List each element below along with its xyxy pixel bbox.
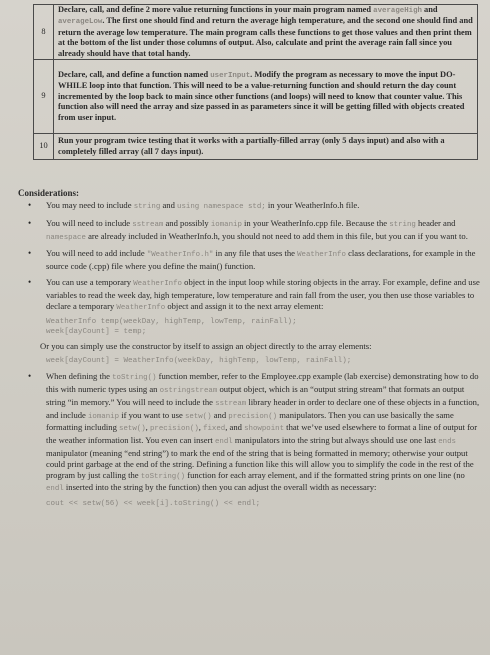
- text-run: in your WeatherInfo.h file.: [265, 200, 360, 210]
- text-run: object in the input loop while storing objects in the array. For example, define and use variables to read the week day, high temperature, low temperature and rain fall from the user, you then use those variables to declare a temporary: [46, 276, 480, 311]
- text-run: manipulators into the string but always should use one last: [232, 435, 439, 446]
- step-number: 10: [34, 134, 54, 160]
- inline-code: WeatherInfo: [133, 279, 182, 288]
- code-line: week[dayCount] = temp;: [46, 328, 147, 337]
- text-run: and: [160, 200, 178, 210]
- text-run: class declarations, for example in the source code (.cpp) file where you define the main() function.: [46, 248, 476, 272]
- inline-code: iomanip: [88, 412, 120, 421]
- code-line: cout << setw(56) << week[i].toString() << endl;: [46, 500, 261, 509]
- inline-code: fixed: [203, 425, 226, 434]
- text-run: library header in order to declare one of these objects in a function, and include: [46, 396, 480, 420]
- text-run: function member, refer to the Employee.cpp example (lab exercise) demonstrating how to do this with numeric types using an: [46, 371, 479, 394]
- consideration-item: [22, 200, 484, 213]
- text-run: ,: [145, 422, 150, 433]
- inline-code: precision(): [228, 412, 278, 421]
- text-run: , and: [225, 422, 245, 433]
- text-run: output object, which is an “output string stream” that formats an output string “in memory.” You will need to include the: [46, 383, 465, 407]
- inline-code: averageHigh: [373, 7, 422, 15]
- step-number: 9: [34, 60, 54, 134]
- text-run: and: [421, 5, 438, 14]
- text-run: object and assign it to the next array element:: [165, 300, 324, 311]
- consideration-text: [46, 277, 484, 313]
- text-run: You can use a temporary: [46, 276, 134, 287]
- text-run: ,: [198, 422, 204, 433]
- inline-code: setw(): [119, 425, 146, 434]
- considerations-heading: Considerations:: [18, 188, 80, 198]
- step-row: [34, 60, 478, 134]
- text-run: You will need to add include: [46, 248, 147, 259]
- code-line: WeatherInfo temp(weekDay, highTemp, lowTemp, rainFall);: [46, 318, 297, 327]
- inline-code: sstream: [132, 220, 164, 229]
- text-run: Declare, call, and define 2 more value returning functions in your main program named: [58, 5, 374, 14]
- text-run: . Modify the program as necessary to move the input DO-WHILE loop into that function. This will need to be a value-returning function and should return the day count incremented by the loop back to main since other functions (and loops) will need to know that counter value. This function also will need the array and size passed in as parameters since it will be getting filled with objects created from user input.: [58, 70, 465, 122]
- inline-code: toString(): [112, 374, 157, 383]
- step-description: [54, 5, 478, 60]
- step-row: [34, 5, 478, 60]
- code-block: [46, 356, 484, 366]
- text-run: if you want to use: [119, 409, 185, 420]
- inline-code: userInput: [210, 72, 251, 81]
- inline-code: string: [389, 220, 416, 229]
- inline-code: showpoint: [244, 425, 285, 434]
- text-run: and possibly: [163, 217, 211, 228]
- inline-code: precision(): [149, 425, 199, 434]
- text-run: You will need to include: [46, 217, 133, 228]
- inline-code: WeatherInfo: [297, 251, 346, 260]
- code-line: week[dayCount] = WeatherInfo(weekDay, highTemp, lowTemp, rainFall);: [46, 357, 352, 366]
- consideration-text: Or you can simply use the constructor by itself to assign an object directly to the array elements:: [40, 341, 372, 352]
- consideration-item: [22, 371, 484, 509]
- consideration-text: [46, 371, 484, 495]
- inline-code: iomanip: [210, 220, 242, 229]
- inline-code: namespace: [46, 233, 86, 242]
- inline-code: "WeatherInfo.h": [146, 251, 214, 260]
- text-run: header and: [415, 217, 456, 228]
- inline-code: averageLow: [58, 18, 103, 27]
- code-block: [46, 317, 484, 337]
- text-run: manipulator (meaning “end string”) to mark the end of the string that is being formatted in memory; otherwise your output could print garbage at the end of the string. Defining a function like this will allow you to simplify the code in the rest of the program by just calling the: [46, 447, 474, 480]
- step-row: [34, 134, 478, 160]
- inline-code: endl: [214, 438, 233, 447]
- inline-code: setw(): [184, 412, 212, 421]
- considerations-list: [22, 200, 484, 514]
- text-run: in any file that uses the: [213, 248, 298, 259]
- consideration-text: [46, 248, 484, 272]
- text-run: When defining the: [46, 371, 113, 382]
- inline-code: ends: [438, 438, 456, 447]
- text-run: inserted into the string by the function) then you can adjust the overall width as necessary:: [63, 482, 377, 493]
- text-run: are already included in WeatherInfo.h, you should not need to add them in this file, but you can if you want to.: [85, 230, 468, 241]
- text-run: and: [211, 409, 229, 420]
- text-run: Declare, call, and define a function named: [58, 70, 211, 80]
- consideration-item: [22, 218, 484, 244]
- step-number: 8: [34, 5, 54, 60]
- inline-code: toString(): [140, 472, 186, 481]
- text-run: You may need to include: [46, 200, 134, 210]
- text-run: function for each array element, and if the formatted string prints on one line (no: [185, 469, 465, 480]
- inline-code: string: [133, 203, 161, 211]
- consideration-item: [22, 248, 484, 272]
- inline-code: endl: [46, 485, 64, 494]
- text-run: Run your program twice testing that it works with a partially-filled array (only 5 days input) and also with a completely filled array (all 7 days input).: [58, 136, 445, 156]
- steps-table: [33, 4, 478, 160]
- text-run: . The first one should find and return the average high temperature, and the second one should find and return the average low temperature. The main program calls these functions to get those values and then print them at the bottom of the list under those columns of output. Also, calculate and print the average rain fall since you already should have that total handy.: [58, 16, 473, 58]
- consideration-item: [22, 277, 484, 366]
- text-run: manipulators. Then you can use basically the same formatting including: [46, 409, 454, 433]
- inline-code: sstream: [215, 399, 247, 408]
- step-description: [54, 60, 478, 134]
- inline-code: using namespace std;: [177, 203, 266, 211]
- consideration-text: [46, 200, 484, 213]
- text-run: in your WeatherInfo.cpp file. Because the: [241, 217, 390, 228]
- text-run: that we’ve used elsewhere to format a line of output for the weather information list. You even can insert: [46, 422, 478, 446]
- code-block: [46, 499, 484, 509]
- inline-code: WeatherInfo: [116, 303, 166, 312]
- inline-code: ostringstream: [159, 386, 218, 395]
- step-description: [54, 134, 478, 160]
- consideration-text: [46, 218, 484, 244]
